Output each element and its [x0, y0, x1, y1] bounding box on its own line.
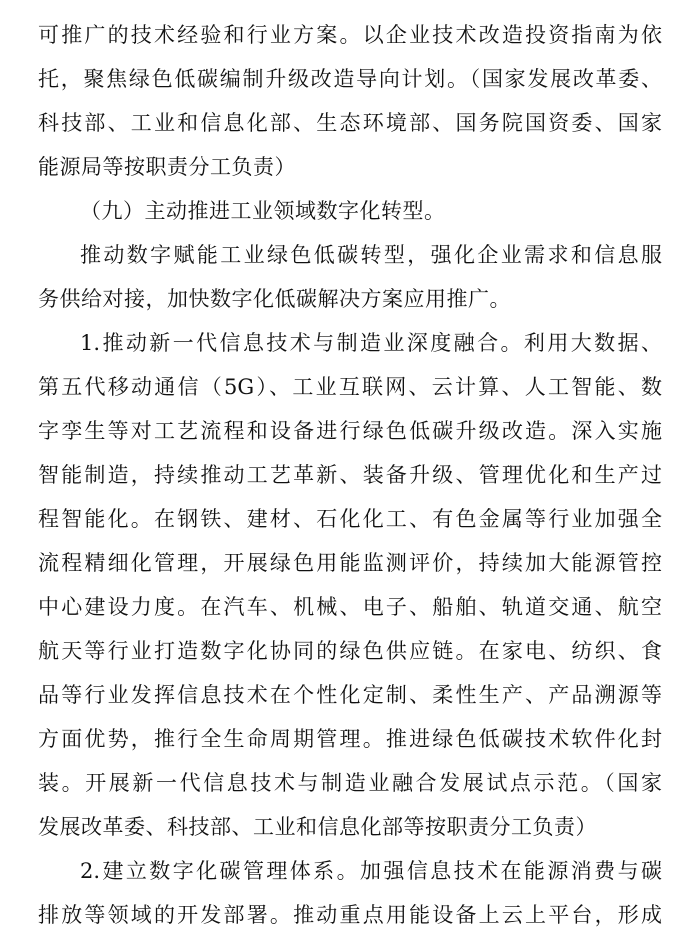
text-line-10: 字孪生等对工艺流程和设备进行绿色低碳升级改造。深入实施	[38, 419, 662, 443]
text-line-4: 能源局等按职责分工负责）	[38, 155, 296, 179]
text-line-2: 托，聚焦绿色低碳编制升级改造导向计划。（国家发展改革委、	[38, 67, 662, 91]
text-line-17: 方面优势，推行全生命周期管理。推进绿色低碳技术软件化封	[38, 727, 662, 751]
text-line-1: 可推广的技术经验和行业方案。以企业技术改造投资指南为依	[38, 23, 662, 47]
text-line-7: 务供给对接，加快数字化低碳解决方案应用推广。	[38, 287, 511, 311]
text-line-9: 第五代移动通信（5G）、工业互联网、云计算、人工智能、数	[38, 375, 662, 399]
text-line-19: 发展改革委、科技部、工业和信息化部等按职责分工负责）	[38, 815, 597, 839]
text-line-13: 流程精细化管理，开展绿色用能监测评价，持续加大能源管控	[38, 551, 662, 575]
item-heading-1: 1.推动新一代信息技术与制造业深度融合。利用大数据、	[80, 331, 662, 355]
text-line-15: 航天等行业打造数字化协同的绿色供应链。在家电、纺织、食	[38, 639, 662, 663]
text-line-21: 排放等领域的开发部署。推动重点用能设备上云上平台，形成	[38, 903, 662, 927]
text-line-3: 科技部、工业和信息化部、生态环境部、国务院国资委、国家	[38, 111, 662, 135]
text-line-6: 推动数字赋能工业绿色低碳转型，强化企业需求和信息服	[80, 243, 662, 267]
text-line-16: 品等行业发挥信息技术在个性化定制、柔性生产、产品溯源等	[38, 683, 662, 707]
text-line-18: 装。开展新一代信息技术与制造业融合发展试点示范。（国家	[38, 771, 662, 795]
text-line-14: 中心建设力度。在汽车、机械、电子、船舶、轨道交通、航空	[38, 595, 662, 619]
section-heading: （九）主动推进工业领域数字化转型。	[80, 199, 446, 223]
text-line-12: 程智能化。在钢铁、建材、石化化工、有色金属等行业加强全	[38, 507, 662, 531]
document-page	[38, 13, 662, 937]
item-heading-2: 2.建立数字化碳管理体系。加强信息技术在能源消费与碳	[80, 859, 662, 883]
text-line-11: 智能制造，持续推动工艺革新、装备升级、管理优化和生产过	[38, 463, 662, 487]
